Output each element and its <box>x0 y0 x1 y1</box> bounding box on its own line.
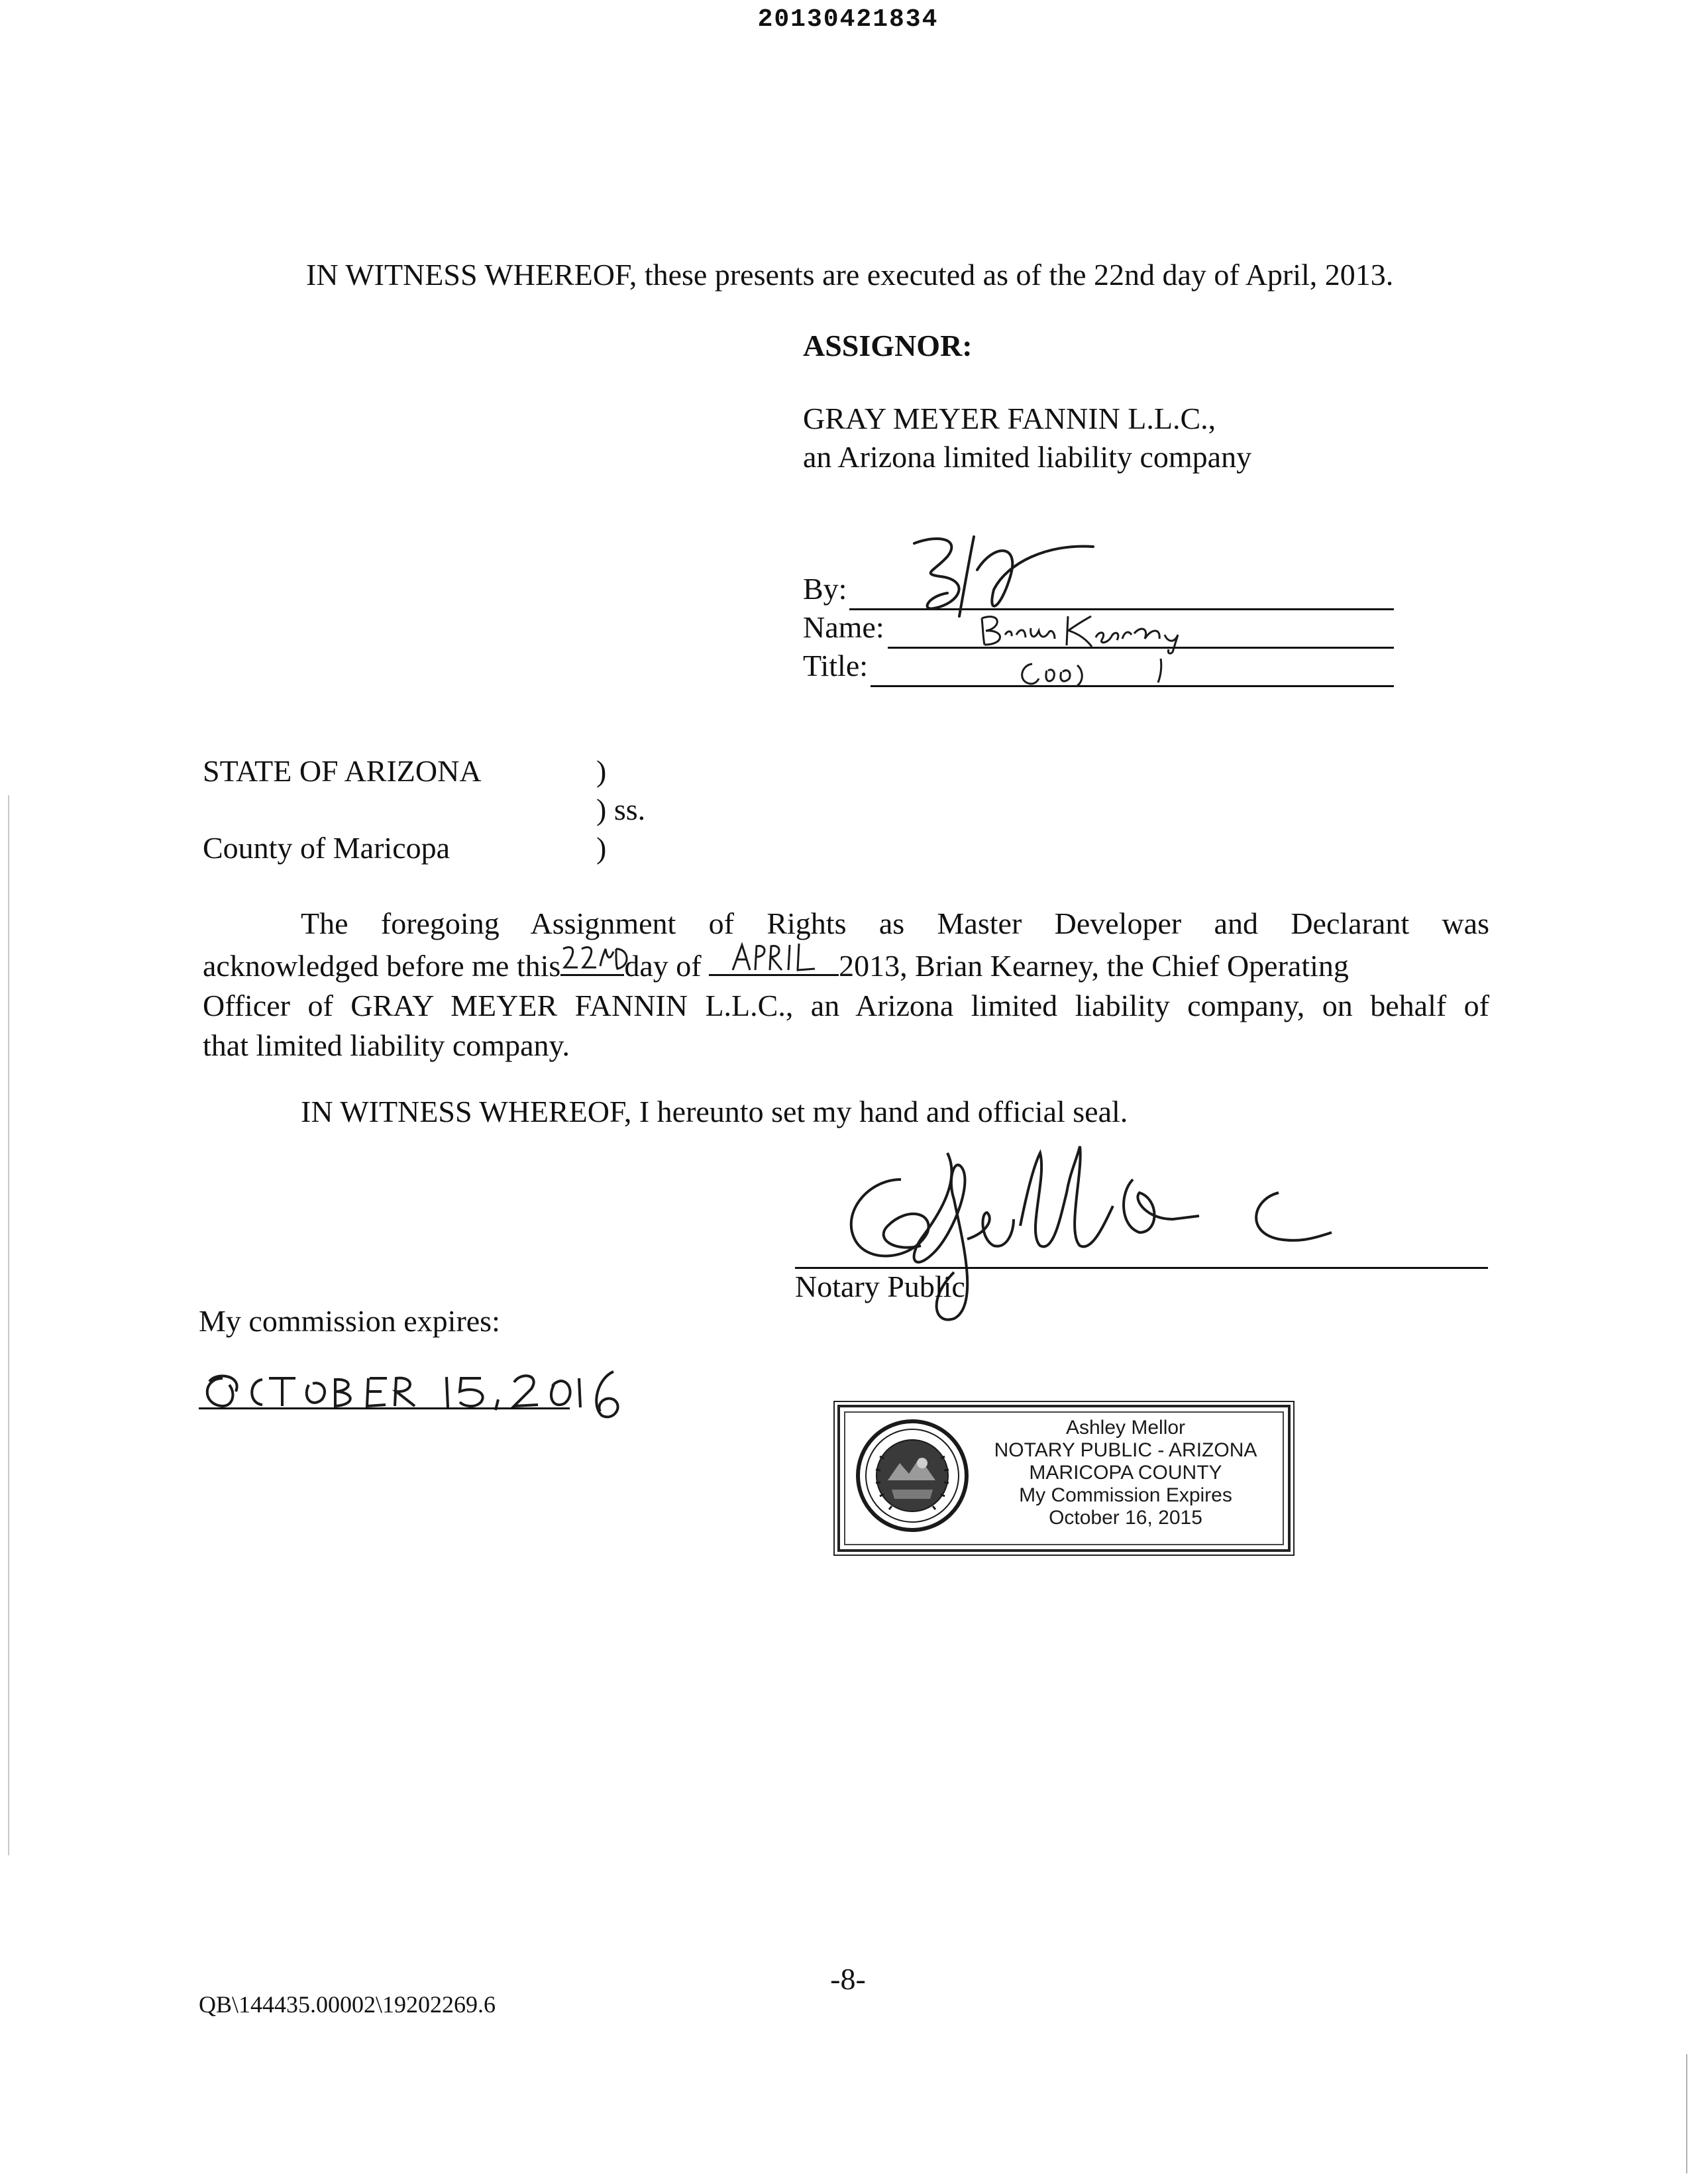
notary-stamp <box>837 1405 1291 1552</box>
venue-bracket-top: ) <box>596 754 607 788</box>
scan-edge-mark-left <box>8 795 9 1855</box>
arizona-seal-icon <box>853 1417 971 1535</box>
venue-state: STATE OF ARIZONA <box>203 754 482 788</box>
acknowledgment-line-3: Officer of GRAY MEYER FANNIN L.L.C., an Arizona limited liability company, on behalf of <box>203 989 1489 1022</box>
assignor-company-description: an Arizona limited liability company <box>803 440 1252 474</box>
stamp-county: MARICOPA COUNTY <box>1029 1462 1222 1484</box>
assignor-company-name: GRAY MEYER FANNIN L.L.C., <box>803 402 1216 435</box>
assignor-label: ASSIGNOR: <box>803 329 973 362</box>
notary-witness-statement: IN WITNESS WHEREOF, I hereunto set my hand and official seal. <box>301 1095 1128 1128</box>
handwritten-expiration <box>196 1358 633 1431</box>
title-label: Title: <box>803 649 869 682</box>
acknowledgment-line-2 <box>203 944 1489 986</box>
stamp-notary-name: Ashley Mellor <box>1065 1417 1186 1439</box>
acknowledgment-line-2-mid: day of <box>624 949 702 983</box>
handwritten-day-field <box>560 944 624 976</box>
handwritten-month-field <box>709 944 839 976</box>
document-number: 20130421834 <box>757 5 939 34</box>
stamp-notary-title: NOTARY PUBLIC - ARIZONA <box>994 1439 1257 1461</box>
stamp-commission-label: My Commission Expires <box>1019 1484 1232 1506</box>
acknowledgment-line-2-start: acknowledged before me this <box>203 949 561 983</box>
handwritten-name <box>975 608 1200 655</box>
handwritten-day <box>558 940 631 979</box>
by-label: By: <box>803 572 847 606</box>
expiration-line <box>199 1407 570 1409</box>
footer-document-reference: QB\144435.00002\19202269.6 <box>199 1991 496 2018</box>
name-label: Name: <box>803 610 884 644</box>
handwritten-title <box>1008 652 1181 692</box>
venue-ss: ) ss. <box>596 792 646 826</box>
scan-edge-mark-right <box>1686 2054 1687 2173</box>
venue-county: County of Maricopa <box>203 831 450 865</box>
page-number: -8- <box>830 1962 866 1996</box>
handwritten-month <box>729 937 835 977</box>
acknowledgment-line-2-end: 2013, Brian Kearney, the Chief Operating <box>839 949 1349 983</box>
witness-statement: IN WITNESS WHEREOF, these presents are executed as of the 22nd day of April, 2013. <box>306 258 1394 292</box>
stamp-expiration-date: October 16, 2015 <box>1049 1507 1202 1529</box>
notary-stamp-text <box>970 1417 1281 1529</box>
notary-public-label: Notary Public <box>795 1270 965 1303</box>
acknowledgment-paragraph <box>203 904 1489 1065</box>
venue-bracket-bottom: ) <box>596 831 607 865</box>
acknowledgment-line-4: that limited liability company. <box>203 1028 570 1062</box>
acknowledgment-line-1: The foregoing Assignment of Rights as Master Developer and Declarant was <box>301 906 1489 940</box>
commission-expires-label: My commission expires: <box>199 1304 500 1338</box>
